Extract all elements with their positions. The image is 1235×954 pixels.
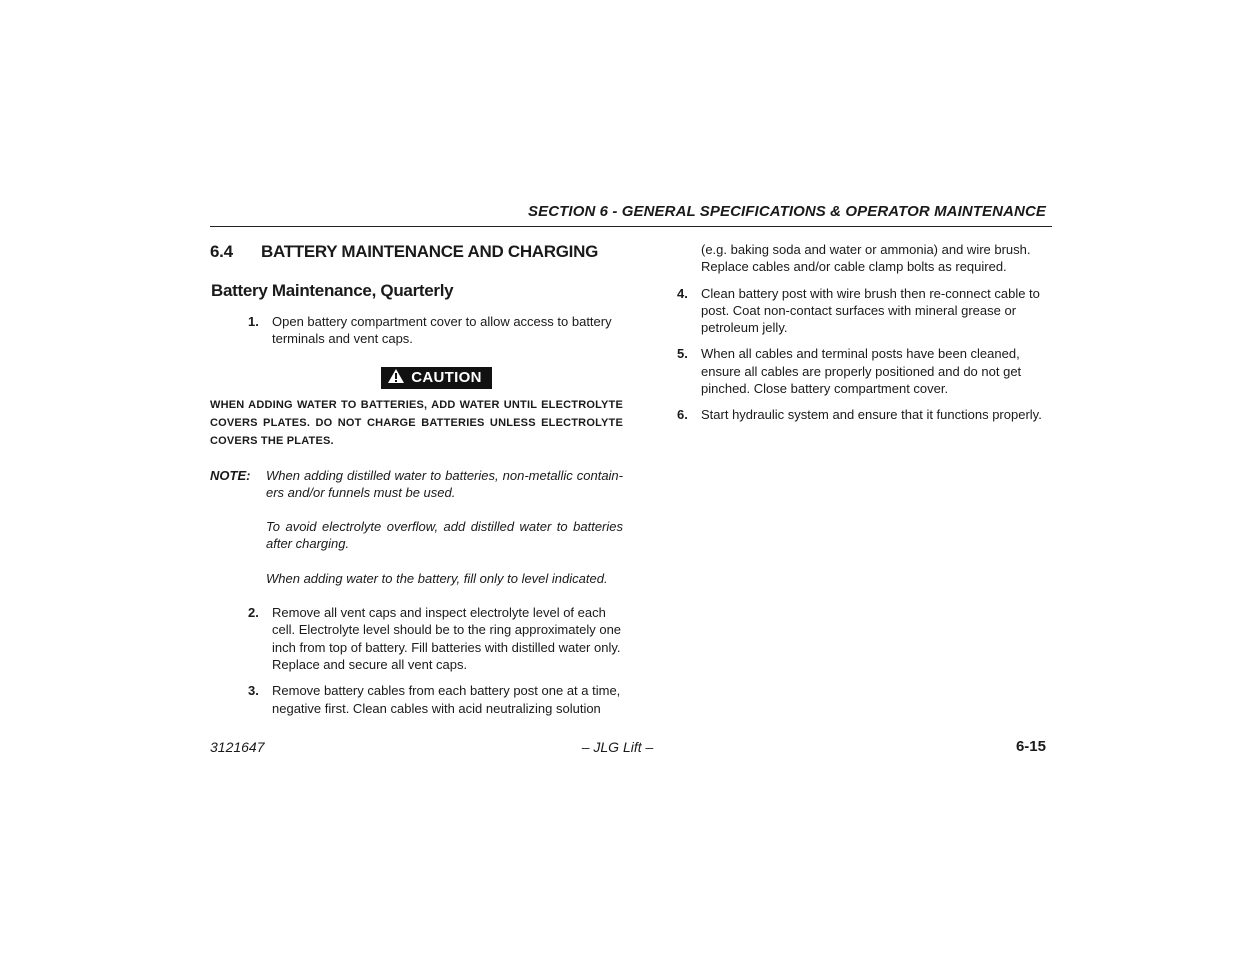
list-item [210, 604, 623, 673]
list-item [677, 285, 1052, 337]
caution-label-box [381, 367, 491, 389]
section-title: SECTION 6 - GENERAL SPECIFICATIONS & OPERATOR MAINTENANCE [528, 203, 1046, 220]
note-paragraph: When adding water to the battery, fill only to level indicated. [266, 570, 608, 586]
caution-block [210, 367, 623, 389]
note-paragraph: When adding distilled water to batteries, non-metallic contain- ers and/or funnels must be used. [266, 467, 623, 500]
note-body [266, 467, 623, 587]
step-text: Open battery compartment cover to allow access to battery terminals and vent caps. [272, 314, 612, 347]
step-text: Start hydraulic system and ensure that it functions properly. [701, 407, 1042, 423]
step-number: 3. [248, 683, 259, 699]
note-block [210, 467, 623, 587]
steps-list-3 [677, 241, 1052, 424]
caution-label: CAUTION [411, 368, 482, 386]
list-item [677, 345, 1052, 397]
step-number: 1. [248, 314, 259, 329]
warning-triangle-icon [387, 368, 405, 384]
section-heading-title: BATTERY MAINTENANCE AND CHARGING [261, 242, 599, 261]
step-text: Remove battery cables from each battery post one at a time, negative first. Clean cables with acid neutralizing solution [272, 683, 621, 716]
step-text: (e.g. baking soda and water or ammonia) and wire brush. Replace cables and/or cable clamp bolts as required. [701, 242, 1031, 275]
step-number: 2. [248, 605, 259, 621]
steps-list-2 [210, 604, 623, 717]
step-text: Clean battery post with wire brush then re-connect cable to post. Coat non-contact surfaces with mineral grease or petroleum jelly. [701, 285, 1040, 336]
subsection-heading: Battery Maintenance, Quarterly [211, 281, 454, 300]
footer-center: – JLG Lift – [581, 739, 654, 755]
steps-list-1 [210, 313, 623, 348]
step-number: 5. [677, 346, 688, 362]
section-number: 6.4 [210, 242, 233, 261]
step-number [677, 241, 701, 276]
left-column [210, 240, 623, 717]
footer-doc-number: 3121647 [210, 739, 265, 755]
note-paragraph: To avoid electrolyte overflow, add distilled water to batteries after charging. [266, 519, 623, 552]
list-item [210, 313, 623, 348]
step-text: When all cables and terminal posts have been cleaned, ensure all cables are properly positioned and do not get pinched. Close battery compartment cover. [701, 346, 1022, 397]
right-column [677, 241, 1052, 424]
note-label: NOTE: [210, 467, 251, 483]
list-item [210, 682, 623, 717]
step-text: Remove all vent caps and inspect electrolyte level of each cell. Electrolyte level should be to the ring approximately one inch from top of battery. Fill batteries with distilled water only. Replace and secure all vent caps. [272, 605, 622, 672]
step-number: 4. [677, 285, 688, 301]
list-item [677, 406, 1052, 423]
section-header [210, 203, 1052, 227]
step-number: 6. [677, 407, 688, 423]
section-heading [210, 240, 623, 264]
caution-text: WHEN ADDING WATER TO BATTERIES, ADD WATER UNTIL ELECTROLYTE COVERS PLATES. DO NOT CHARGE BATTERIES UNLESS ELECTROLYTE COVERS THE PLATES. [210, 398, 623, 447]
list-item [677, 241, 1052, 276]
page-number: 6-15 [1015, 738, 1046, 755]
